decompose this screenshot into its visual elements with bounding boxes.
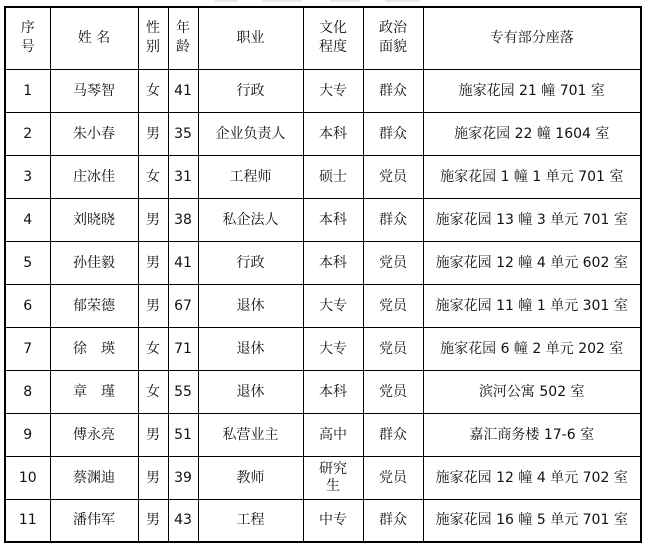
table-row (5, 112, 641, 155)
cell-age: 51 (168, 413, 198, 456)
cell-sex: 男 (138, 499, 168, 542)
cell-pol: 党员 (363, 327, 423, 370)
table-row (5, 284, 641, 327)
header-age: 年 龄 (168, 7, 198, 69)
cell-addr: 施家花园 21 幢 701 室 (423, 69, 641, 112)
cell-edu: 大专 (303, 284, 363, 327)
cell-addr: 施家花园 16 幢 5 单元 701 室 (423, 499, 641, 542)
cell-sex: 女 (138, 327, 168, 370)
cell-age: 41 (168, 241, 198, 284)
cell-addr: 滨河公寓 502 室 (423, 370, 641, 413)
header-name: 姓 名 (50, 7, 138, 69)
cell-name: 潘伟军 (50, 499, 138, 542)
header-sex: 性 别 (138, 7, 168, 69)
cell-name: 徐 瑛 (50, 327, 138, 370)
cell-seq: 2 (5, 112, 50, 155)
cell-sex: 男 (138, 241, 168, 284)
cell-job: 教师 (198, 456, 303, 499)
table-header-row (5, 7, 641, 69)
cell-job: 退休 (198, 284, 303, 327)
cell-job: 私企法人 (198, 198, 303, 241)
cell-age: 43 (168, 499, 198, 542)
cell-job: 退休 (198, 370, 303, 413)
table-row (5, 370, 641, 413)
cell-seq: 4 (5, 198, 50, 241)
cell-sex: 男 (138, 284, 168, 327)
cell-pol: 群众 (363, 499, 423, 542)
cell-sex: 女 (138, 69, 168, 112)
resident-info-table (4, 6, 642, 543)
header-addr: 专有部分座落 (423, 7, 641, 69)
cell-name: 郁荣德 (50, 284, 138, 327)
cell-sex: 女 (138, 370, 168, 413)
cell-seq: 5 (5, 241, 50, 284)
cell-pol: 党员 (363, 284, 423, 327)
cell-edu: 本科 (303, 198, 363, 241)
cell-sex: 男 (138, 198, 168, 241)
cell-addr: 施家花园 6 幢 2 单元 202 室 (423, 327, 641, 370)
cell-edu: 本科 (303, 112, 363, 155)
cell-addr: 施家花园 11 幢 1 单元 301 室 (423, 284, 641, 327)
header-edu: 文化 程度 (303, 7, 363, 69)
table-row (5, 198, 641, 241)
cell-addr: 施家花园 1 幢 1 单元 701 室 (423, 155, 641, 198)
cell-name: 蔡渊迪 (50, 456, 138, 499)
cell-sex: 男 (138, 413, 168, 456)
cell-sex: 男 (138, 112, 168, 155)
cell-name: 庄冰佳 (50, 155, 138, 198)
cell-addr: 施家花园 22 幢 1604 室 (423, 112, 641, 155)
cell-pol: 党员 (363, 456, 423, 499)
cell-edu: 高中 (303, 413, 363, 456)
cell-age: 67 (168, 284, 198, 327)
cell-name: 傅永亮 (50, 413, 138, 456)
cell-seq: 3 (5, 155, 50, 198)
cell-pol: 群众 (363, 69, 423, 112)
cell-sex: 女 (138, 155, 168, 198)
table-row (5, 456, 641, 499)
cell-age: 39 (168, 456, 198, 499)
cell-addr: 施家花园 12 幢 4 单元 602 室 (423, 241, 641, 284)
cell-name: 章 瑾 (50, 370, 138, 413)
cell-name: 孙佳毅 (50, 241, 138, 284)
cell-edu: 大专 (303, 69, 363, 112)
table-row (5, 327, 641, 370)
cell-addr: 施家花园 12 幢 4 单元 702 室 (423, 456, 641, 499)
cell-addr: 施家花园 13 幢 3 单元 701 室 (423, 198, 641, 241)
cell-job: 行政 (198, 69, 303, 112)
cell-pol: 群众 (363, 112, 423, 155)
cell-age: 31 (168, 155, 198, 198)
header-pol: 政治 面貌 (363, 7, 423, 69)
cell-seq: 10 (5, 456, 50, 499)
cell-pol: 党员 (363, 370, 423, 413)
cell-edu: 大专 (303, 327, 363, 370)
cell-seq: 7 (5, 327, 50, 370)
cell-seq: 6 (5, 284, 50, 327)
table-row (5, 499, 641, 542)
header-seq: 序 号 (5, 7, 50, 69)
cell-age: 38 (168, 198, 198, 241)
cell-pol: 群众 (363, 198, 423, 241)
cell-job: 私营业主 (198, 413, 303, 456)
cell-seq: 8 (5, 370, 50, 413)
cell-seq: 11 (5, 499, 50, 542)
cell-name: 马琴智 (50, 69, 138, 112)
cell-age: 41 (168, 69, 198, 112)
cell-name: 刘晓晓 (50, 198, 138, 241)
cell-job: 企业负责人 (198, 112, 303, 155)
cell-pol: 群众 (363, 413, 423, 456)
cell-age: 55 (168, 370, 198, 413)
cell-job: 工程 (198, 499, 303, 542)
header-job: 职业 (198, 7, 303, 69)
cell-job: 行政 (198, 241, 303, 284)
cell-age: 71 (168, 327, 198, 370)
table-row (5, 155, 641, 198)
cell-age: 35 (168, 112, 198, 155)
cell-edu: 本科 (303, 241, 363, 284)
cell-job: 工程师 (198, 155, 303, 198)
cell-edu: 硕士 (303, 155, 363, 198)
table-row (5, 413, 641, 456)
cell-edu: 本科 (303, 370, 363, 413)
cell-seq: 1 (5, 69, 50, 112)
cell-sex: 男 (138, 456, 168, 499)
cell-pol: 党员 (363, 155, 423, 198)
cell-edu: 研究 生 (303, 456, 363, 499)
cell-edu: 中专 (303, 499, 363, 542)
table-row (5, 69, 641, 112)
cell-seq: 9 (5, 413, 50, 456)
cell-job: 退休 (198, 327, 303, 370)
cell-pol: 党员 (363, 241, 423, 284)
table-row (5, 241, 641, 284)
cell-addr: 嘉汇商务楼 17-6 室 (423, 413, 641, 456)
cell-name: 朱小春 (50, 112, 138, 155)
